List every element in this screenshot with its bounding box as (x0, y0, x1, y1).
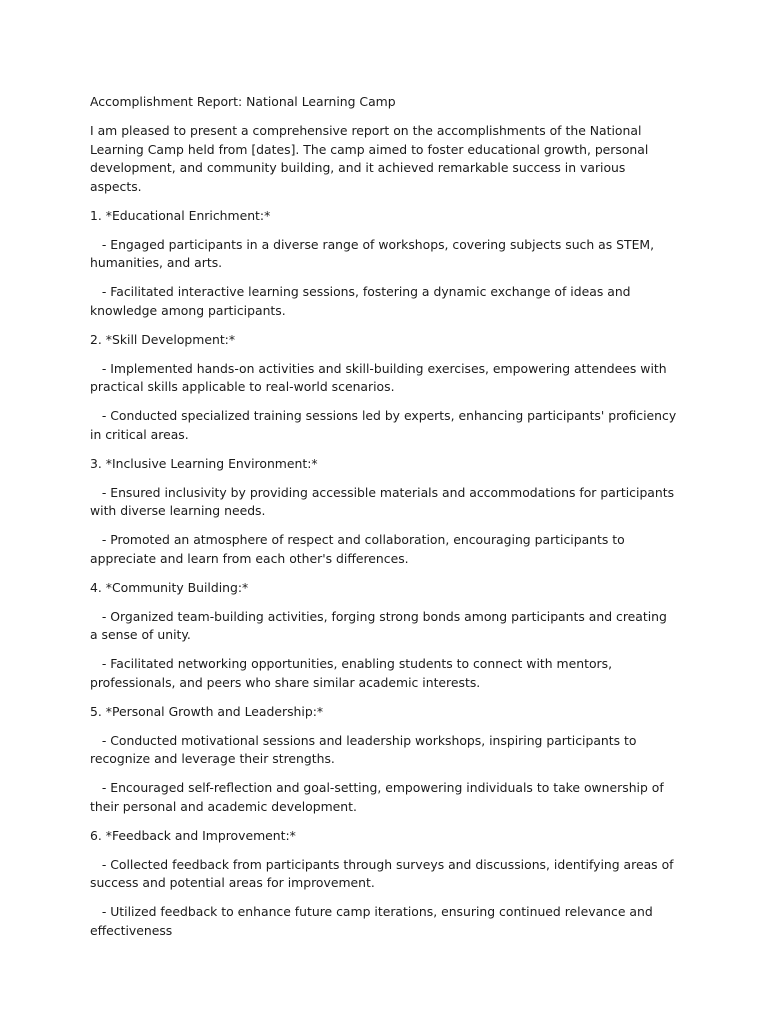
document-body (90, 93, 681, 951)
bullet-item: - Organized team-building activities, forging strong bonds among participants and creating a sense of unity. (90, 608, 671, 642)
bullet-item: - Implemented hands-on activities and skill-building exercises, empowering attendees with practical skills applicable to real-world scenarios. (90, 360, 671, 394)
bullet-item: - Ensured inclusivity by providing accessible materials and accommodations for participants with diverse learning needs. (90, 484, 679, 518)
bullet-item: - Facilitated interactive learning sessions, fostering a dynamic exchange of ideas and knowledge among participants. (90, 284, 635, 318)
section-educational-enrichment (90, 207, 678, 321)
section-heading: 4. *Community Building:* (90, 579, 249, 595)
intro-paragraph: I am pleased to present a comprehensive report on the accomplishments of the National Learning Camp held from [dates]. The camp aimed to foster educational growth, personal development, and community building, and it achieved remarkable success in various aspects. (90, 123, 649, 194)
section-heading: 2. *Skill Development:* (90, 331, 236, 347)
section-heading: 6. *Feedback and Improvement:* (90, 827, 296, 843)
bullet-item: - Utilized feedback to enhance future camp iterations, ensuring continued relevance and effectiveness (90, 904, 657, 938)
section-inclusive-learning (90, 455, 678, 569)
section-heading: 3. *Inclusive Learning Environment:* (90, 455, 318, 471)
bullet-item: - Conducted specialized training sessions led by experts, enhancing participants' proficiency in critical areas. (90, 408, 681, 442)
document-title: Accomplishment Report: National Learning Camp (90, 94, 396, 109)
section-personal-growth (90, 703, 678, 817)
bullet-item: - Engaged participants in a diverse range of workshops, covering subjects such as STEM, humanities, and arts. (90, 236, 658, 270)
bullet-item: - Promoted an atmosphere of respect and collaboration, encouraging participants to appreciate and learn from each other's differences. (90, 532, 629, 566)
section-heading: 1. *Educational Enrichment:* (90, 207, 271, 223)
bullet-item: - Conducted motivational sessions and leadership workshops, inspiring participants to recognize and leverage their strengths. (90, 732, 641, 766)
section-heading: 5. *Personal Growth and Leadership:* (90, 703, 324, 719)
section-skill-development (90, 331, 681, 445)
section-feedback-improvement (90, 827, 678, 941)
section-community-building (90, 579, 678, 693)
bullet-item: - Collected feedback from participants through surveys and discussions, identifying areas of success and potential areas for improvement. (90, 856, 678, 890)
bullet-item: - Facilitated networking opportunities, enabling students to connect with mentors, professionals, and peers who share similar academic interests. (90, 656, 616, 690)
bullet-item: - Encouraged self-reflection and goal-setting, empowering individuals to take ownership of their personal and academic development. (90, 780, 668, 814)
